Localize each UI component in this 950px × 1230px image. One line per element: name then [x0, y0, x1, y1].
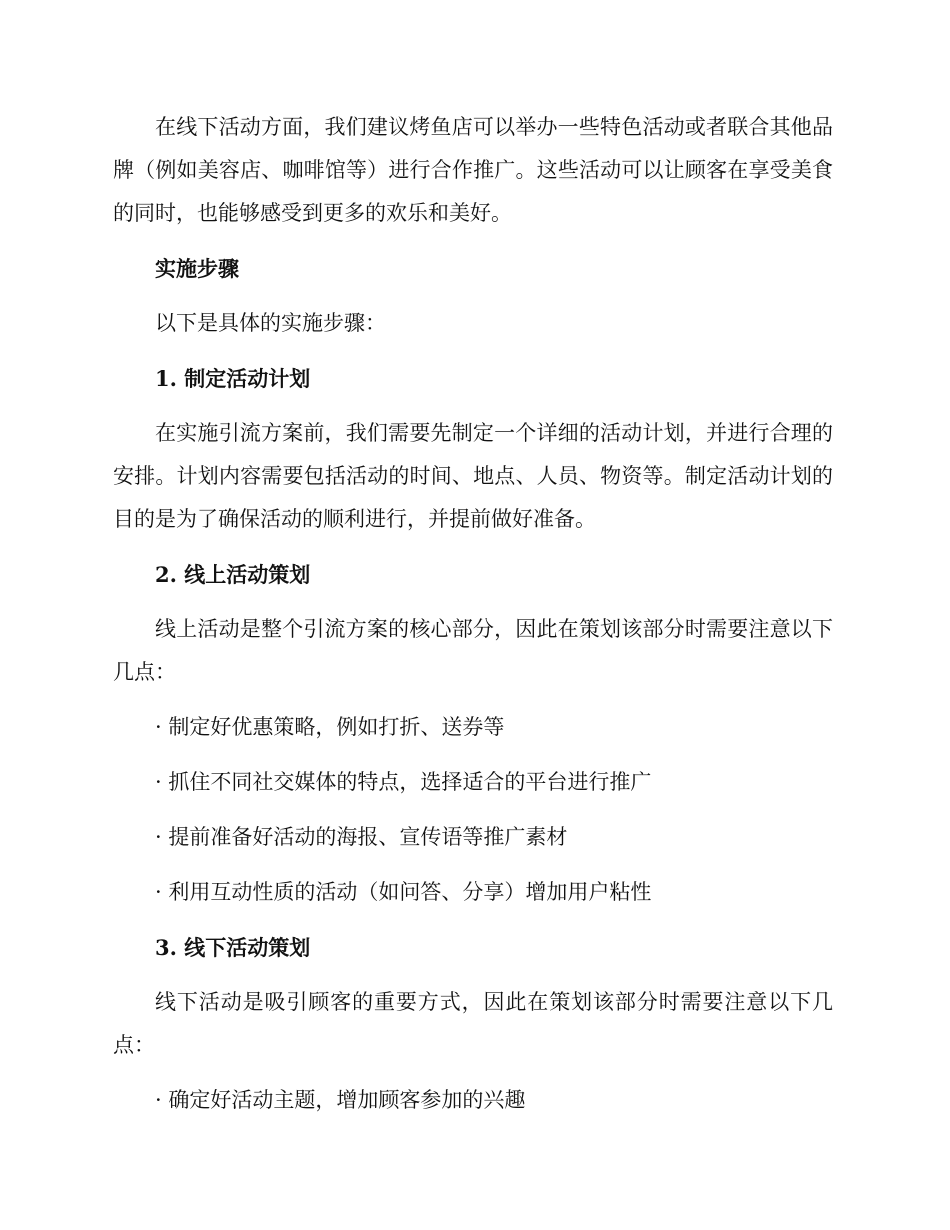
step2-bullet: · 抓住不同社交媒体的特点，选择适合的平台进行推广: [155, 770, 652, 794]
step2-paragraph: 线上活动是整个引流方案的核心部分，因此在策划该部分时需要注意以下几点：: [113, 617, 833, 684]
document-page: [113, 106, 833, 1122]
steps-intro: 以下是具体的实施步骤：: [155, 311, 386, 335]
step2-bullet: · 提前准备好活动的海报、宣传语等推广素材: [155, 825, 568, 849]
step2-heading: 2. 线上活动策划: [155, 562, 311, 587]
intro-paragraph: 在线下活动方面，我们建议烤鱼店可以举办一些特色活动或者联合其他品牌（例如美容店、咖啡馆等）进行合作推广。这些活动可以让顾客在享受美食的同时，也能够感受到更多的欢乐和美好。: [113, 115, 833, 225]
step3-bullet: · 确定好活动主题，增加顾客参加的兴趣: [155, 1088, 526, 1112]
step1-paragraph: 在实施引流方案前，我们需要先制定一个详细的活动计划，并进行合理的安排。计划内容需要包括活动的时间、地点、人员、物资等。制定活动计划的目的是为了确保活动的顺利进行，并提前做好准备。: [113, 421, 833, 531]
section-heading: 实施步骤: [155, 256, 239, 281]
step3-heading: 3. 线下活动策划: [155, 935, 311, 960]
step2-bullet: · 制定好优惠策略，例如打折、送券等: [155, 715, 505, 739]
step3-paragraph: 线下活动是吸引顾客的重要方式，因此在策划该部分时需要注意以下几点：: [113, 990, 833, 1057]
step1-heading: 1. 制定活动计划: [155, 366, 311, 391]
step2-bullet: · 利用互动性质的活动（如问答、分享）增加用户粘性: [155, 880, 652, 904]
